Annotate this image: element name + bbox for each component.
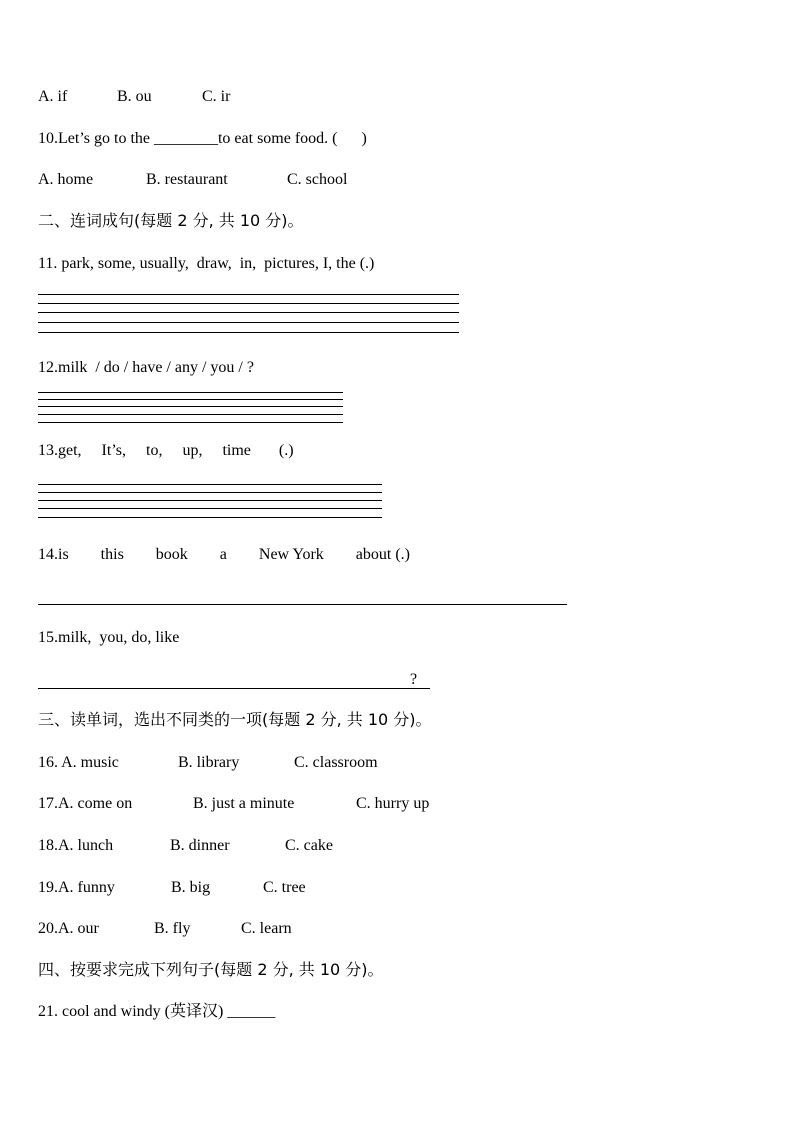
q10-option-a: A. home — [38, 171, 94, 188]
q9-option-c: C. ir — [202, 88, 231, 105]
question-10: 10.Let’s go to the ________to eat some food. ( ) — [38, 130, 367, 147]
q19-option-c: C. tree — [263, 879, 306, 896]
answer-line — [38, 294, 459, 295]
question-15: 15.milk, you, do, like — [38, 629, 180, 646]
answer-line — [38, 517, 382, 518]
answer-line — [38, 406, 343, 407]
q9-option-a: A. if — [38, 88, 68, 105]
q10-option-c: C. school — [287, 171, 348, 188]
question-21: 21. cool and windy (英译汉) ______ — [38, 1003, 276, 1020]
answer-line — [38, 500, 382, 501]
q10-option-b: B. restaurant — [146, 171, 228, 188]
q20-option-a: 20.A. our — [38, 920, 99, 937]
q18-option-b: B. dinner — [170, 837, 230, 854]
answer-line — [38, 312, 459, 313]
q17-option-a: 17.A. come on — [38, 795, 133, 812]
section-2-heading: 二、连词成句(每题 2 分, 共 10 分)。 — [38, 211, 304, 230]
answer-line — [38, 604, 567, 605]
q19-option-a: 19.A. funny — [38, 879, 115, 896]
answer-line — [38, 414, 343, 415]
answer-line — [38, 422, 343, 423]
q19-option-b: B. big — [171, 879, 211, 896]
q18-option-a: 18.A. lunch — [38, 837, 114, 854]
answer-line — [38, 303, 459, 304]
q18-option-c: C. cake — [285, 837, 333, 854]
answer-line — [38, 508, 382, 509]
q17-option-c: C. hurry up — [356, 795, 430, 812]
answer-line — [38, 688, 430, 689]
q16-option-a: 16. A. music — [38, 754, 119, 771]
question-12: 12.milk / do / have / any / you / ? — [38, 359, 254, 376]
q16-option-b: B. library — [178, 754, 240, 771]
question-13: 13.get, It’s, to, up, time (.) — [38, 442, 294, 459]
q17-option-b: B. just a minute — [193, 795, 295, 812]
answer-line — [38, 492, 382, 493]
answer-line — [38, 399, 343, 400]
q20-option-c: C. learn — [241, 920, 292, 937]
answer-line — [38, 322, 459, 323]
answer-line — [38, 332, 459, 333]
question-mark: ? — [410, 671, 418, 688]
answer-line — [38, 392, 343, 393]
q9-option-b: B. ou — [117, 88, 152, 105]
answer-line — [38, 484, 382, 485]
question-14: 14.is this book a New York about (.) — [38, 546, 410, 563]
section-3-heading: 三、读单词，选出不同类的一项(每题 2 分, 共 10 分)。 — [38, 710, 432, 729]
q20-option-b: B. fly — [154, 920, 191, 937]
question-11: 11. park, some, usually, draw, in, pictures, I, the (.) — [38, 255, 375, 272]
q16-option-c: C. classroom — [294, 754, 378, 771]
section-4-heading: 四、按要求完成下列句子(每题 2 分, 共 10 分)。 — [38, 960, 384, 979]
